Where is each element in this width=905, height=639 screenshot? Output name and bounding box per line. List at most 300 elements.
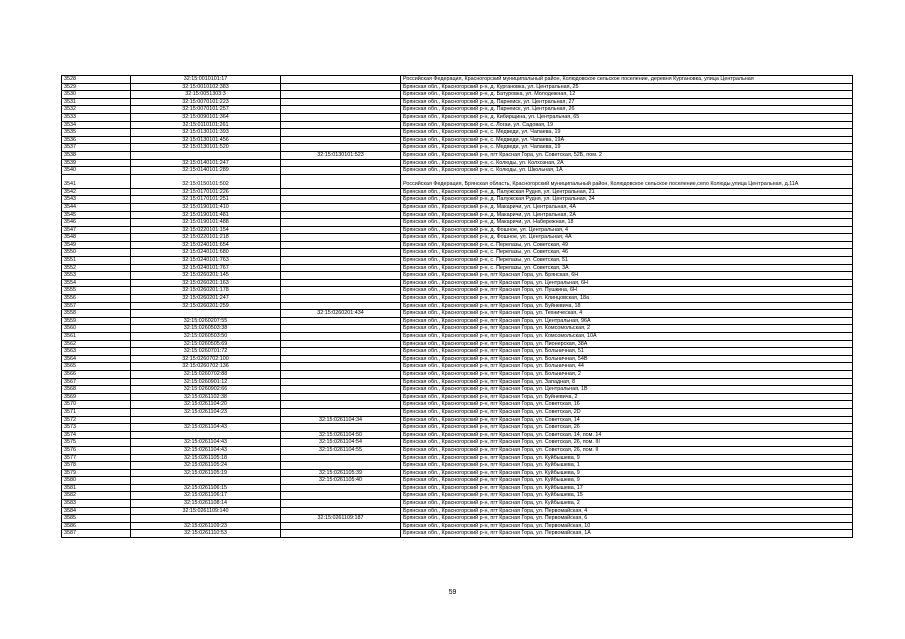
building-cadastral-number-cell xyxy=(281,91,401,99)
building-cadastral-number-cell xyxy=(281,492,401,500)
address-cell: Брянская обл., Красногорский р-н, пгт Красная Гора, ул. Пушкина, 6Н xyxy=(401,287,853,295)
row-number-cell: 3532 xyxy=(62,106,131,114)
building-cadastral-number-cell xyxy=(281,203,401,211)
row-number-cell: 3585 xyxy=(62,515,131,523)
address-cell: Брянская обл., Красногорский р-н, пгт Красная Гора, ул. Первомайская, 1А xyxy=(401,530,853,538)
address-cell: Брянская обл., Красногорский р-н, пгт Красная Гора, ул. Первомайская, 6 xyxy=(401,515,853,523)
table-row xyxy=(62,408,853,416)
land-cadastral-number-cell: 32:15:0260901:12 xyxy=(131,378,281,386)
table-row xyxy=(62,295,853,303)
address-cell: Брянская обл., Красногорский р-н, с. Перелазы, ул. Советская, 49 xyxy=(401,241,853,249)
address-cell: Брянская обл., Красногорский р-н, пгт Красная Гора, ул. Больничная, 51 xyxy=(401,348,853,356)
address-cell: Брянская обл., Красногорский р-н, д. Фошное, ул. Центральная, 4А xyxy=(401,234,853,242)
address-cell: Брянская обл., Красногорский р-н, пгт Красная Гора, ул. Первомайская, 4 xyxy=(401,507,853,515)
building-cadastral-number-cell: 32:15:0261105:40 xyxy=(281,477,401,485)
table-row xyxy=(62,144,853,152)
building-cadastral-number-cell xyxy=(281,424,401,432)
table-row xyxy=(62,401,853,409)
address-cell: Брянская обл., Красногорский р-н, пгт Красная Гора, ул. Комсомольская, 10А xyxy=(401,333,853,341)
row-number-cell: 3563 xyxy=(62,348,131,356)
address-cell: Брянская обл., Красногорский р-н, пгт Красная Гора, ул. Буйневича, 18 xyxy=(401,302,853,310)
row-number-cell: 3534 xyxy=(62,121,131,129)
land-cadastral-number-cell: 32:15:0240101:763 xyxy=(131,257,281,265)
table-row xyxy=(62,340,853,348)
land-cadastral-number-cell: 32:15:0190101:481 xyxy=(131,211,281,219)
row-number-cell: 3555 xyxy=(62,287,131,295)
land-cadastral-number-cell: 32:15:0260201:247 xyxy=(131,295,281,303)
table-row xyxy=(62,310,853,318)
building-cadastral-number-cell xyxy=(281,287,401,295)
table-row xyxy=(62,325,853,333)
address-cell: Брянская обл., Красногорский р-н, пгт Красная Гора, ул. Куйбышева, 9 xyxy=(401,454,853,462)
address-cell: Брянская обл., Красногорский р-н, с. Медведи, ул. Чапаева, 19 xyxy=(401,144,853,152)
table-row xyxy=(62,136,853,144)
address-cell: Брянская обл., Красногорский р-н, пгт Красная Гора, ул. Центральная, 1В xyxy=(401,386,853,394)
building-cadastral-number-cell xyxy=(281,302,401,310)
land-cadastral-number-cell: 32:15:0240101:767 xyxy=(131,264,281,272)
table-row xyxy=(62,151,853,159)
land-cadastral-number-cell: 32:15:0261109:23 xyxy=(131,522,281,530)
land-cadastral-number-cell xyxy=(131,515,281,523)
land-cadastral-number-cell: 32:15:0010101:17 xyxy=(131,76,281,84)
row-number-cell: 3536 xyxy=(62,136,131,144)
table-row xyxy=(62,393,853,401)
row-number-cell: 3535 xyxy=(62,129,131,137)
building-cadastral-number-cell xyxy=(281,174,401,188)
address-cell: Брянская обл., Красногорский р-н, пгт Красная Гора, ул. Советская, 14, пом. 14 xyxy=(401,431,853,439)
land-cadastral-number-cell: 32:15:0051303:3 xyxy=(131,91,281,99)
building-cadastral-number-cell xyxy=(281,144,401,152)
land-cadastral-number-cell: 32:15:0240101:654 xyxy=(131,241,281,249)
address-cell: Брянская обл., Красногорский р-н, пгт Красная Гора, ул. Первомайская, 10 xyxy=(401,522,853,530)
table-row xyxy=(62,439,853,447)
address-cell: Брянская обл., Красногорский р-н, пгт Красная Гора, ул. Советская, 26, пом. II xyxy=(401,446,853,454)
table-row xyxy=(62,234,853,242)
land-cadastral-number-cell: 32:15:0260702:100 xyxy=(131,355,281,363)
address-cell: Брянская обл., Красногорский р-н, пгт Красная Гора, ул. Советская, 14 xyxy=(401,416,853,424)
address-cell: Брянская обл., Красногорский р-н, с. Перелазы, ул. Советская, 3А xyxy=(401,264,853,272)
building-cadastral-number-cell xyxy=(281,196,401,204)
table-row xyxy=(62,492,853,500)
address-cell: Брянская обл., Красногорский р-н, пгт Красная Гора, ул. Больничная, 2 xyxy=(401,370,853,378)
row-number-cell: 3559 xyxy=(62,317,131,325)
row-number-cell: 3537 xyxy=(62,144,131,152)
address-cell: Брянская обл., Красногорский р-н, д. Батуровка, ул. Молодежная, 12 xyxy=(401,91,853,99)
building-cadastral-number-cell: 32:15:0130101:523 xyxy=(281,151,401,159)
address-cell: Брянская обл., Красногорский р-н, пгт Красная Гора, ул. Куйбышева, 1 xyxy=(401,462,853,470)
row-number-cell: 3545 xyxy=(62,211,131,219)
row-number-cell: 3576 xyxy=(62,446,131,454)
building-cadastral-number-cell xyxy=(281,83,401,91)
table-row xyxy=(62,167,853,175)
address-cell: Брянская обл., Красногорский р-н, с. Перелазы, ул. Советская, 51 xyxy=(401,257,853,265)
row-number-cell: 3538 xyxy=(62,151,131,159)
building-cadastral-number-cell xyxy=(281,348,401,356)
building-cadastral-number-cell xyxy=(281,113,401,121)
land-cadastral-number-cell: 32:15:0261108:14 xyxy=(131,500,281,508)
building-cadastral-number-cell xyxy=(281,355,401,363)
land-cadastral-number-cell: 32:15:0070101:257 xyxy=(131,106,281,114)
row-number-cell: 3577 xyxy=(62,454,131,462)
building-cadastral-number-cell xyxy=(281,317,401,325)
row-number-cell: 3529 xyxy=(62,83,131,91)
building-cadastral-number-cell xyxy=(281,272,401,280)
address-cell: Брянская обл., Красногорский р-н, пгт Красная Гора, ул. Советская, 16 xyxy=(401,401,853,409)
table-row xyxy=(62,416,853,424)
address-cell: Брянская обл., Красногорский р-н, пгт Красная Гора, ул. Центральная, 96А xyxy=(401,317,853,325)
land-cadastral-number-cell: 32:15:0261105:18 xyxy=(131,454,281,462)
table-row xyxy=(62,469,853,477)
building-cadastral-number-cell: 32:15:0261104:34 xyxy=(281,416,401,424)
land-cadastral-number-cell: 32:15:0261106:17 xyxy=(131,492,281,500)
table-row xyxy=(62,196,853,204)
address-cell: Брянская обл., Красногорский р-н, пгт Красная Гора, ул. Куйбышева, 2 xyxy=(401,500,853,508)
land-cadastral-number-cell: 32:15:0130101:520 xyxy=(131,144,281,152)
row-number-cell: 3564 xyxy=(62,355,131,363)
land-cadastral-number-cell: 32:15:0260702:136 xyxy=(131,363,281,371)
row-number-cell: 3580 xyxy=(62,477,131,485)
row-number-cell: 3568 xyxy=(62,386,131,394)
table-row xyxy=(62,203,853,211)
row-number-cell: 3548 xyxy=(62,234,131,242)
building-cadastral-number-cell xyxy=(281,279,401,287)
building-cadastral-number-cell xyxy=(281,484,401,492)
row-number-cell: 3547 xyxy=(62,226,131,234)
row-number-cell: 3583 xyxy=(62,500,131,508)
table-row xyxy=(62,188,853,196)
table-row xyxy=(62,454,853,462)
row-number-cell: 3540 xyxy=(62,167,131,175)
address-cell: Брянская обл., Красногорский р-н, с. Колюды, ул. Колхозная, 2А xyxy=(401,159,853,167)
table-row xyxy=(62,484,853,492)
address-cell: Брянская обл., Красногорский р-н, пгт Красная Гора, ул. Куйбышева, 9 xyxy=(401,477,853,485)
row-number-cell: 3572 xyxy=(62,416,131,424)
land-cadastral-number-cell: 32:15:0260201:163 xyxy=(131,279,281,287)
building-cadastral-number-cell xyxy=(281,370,401,378)
address-cell: Брянская обл., Красногорский р-н, пгт Красная Гора, ул. Советская, 52Б, пом. 2 xyxy=(401,151,853,159)
table-row xyxy=(62,219,853,227)
land-cadastral-number-cell: 32:15:0260207:55 xyxy=(131,317,281,325)
table-row xyxy=(62,257,853,265)
land-cadastral-number-cell: 32:15:0170101:251 xyxy=(131,196,281,204)
table-row xyxy=(62,317,853,325)
building-cadastral-number-cell xyxy=(281,76,401,84)
building-cadastral-number-cell xyxy=(281,386,401,394)
table-row xyxy=(62,174,853,188)
table-body xyxy=(62,76,853,538)
building-cadastral-number-cell xyxy=(281,500,401,508)
building-cadastral-number-cell xyxy=(281,257,401,265)
land-cadastral-number-cell: 32:15:0261110:53 xyxy=(131,530,281,538)
land-cadastral-number-cell: 32:15:0261105:24 xyxy=(131,462,281,470)
table-row xyxy=(62,363,853,371)
land-cadastral-number-cell xyxy=(131,151,281,159)
land-cadastral-number-cell: 32:15:0260201:178 xyxy=(131,287,281,295)
row-number-cell: 3546 xyxy=(62,219,131,227)
land-cadastral-number-cell: 32:15:0130101:456 xyxy=(131,136,281,144)
land-cadastral-number-cell: 32:15:0260902:66 xyxy=(131,386,281,394)
land-cadastral-number-cell: 32:15:0010102:383 xyxy=(131,83,281,91)
table-row xyxy=(62,159,853,167)
row-number-cell: 3542 xyxy=(62,188,131,196)
row-number-cell: 3571 xyxy=(62,408,131,416)
table-row xyxy=(62,249,853,257)
row-number-cell: 3531 xyxy=(62,98,131,106)
property-register-table xyxy=(61,75,853,538)
table-row xyxy=(62,211,853,219)
table-row xyxy=(62,264,853,272)
table-row xyxy=(62,530,853,538)
building-cadastral-number-cell: 32:15:0261104:50 xyxy=(281,431,401,439)
land-cadastral-number-cell: 32:15:0090101:364 xyxy=(131,113,281,121)
table-row xyxy=(62,272,853,280)
row-number-cell: 3562 xyxy=(62,340,131,348)
table-row xyxy=(62,386,853,394)
address-cell: Брянская обл., Красногорский р-н, с. Перелазы, ул. Советская, 46 xyxy=(401,249,853,257)
table-row xyxy=(62,500,853,508)
land-cadastral-number-cell: 32:15:0170101:226 xyxy=(131,188,281,196)
address-cell: Брянская обл., Красногорский р-н, пгт Красная Гора, ул. Советская, 2D xyxy=(401,408,853,416)
table-row xyxy=(62,333,853,341)
land-cadastral-number-cell xyxy=(131,416,281,424)
land-cadastral-number-cell: 32:15:0260503:38 xyxy=(131,325,281,333)
land-cadastral-number-cell xyxy=(131,477,281,485)
land-cadastral-number-cell: 32:15:0260201:259 xyxy=(131,302,281,310)
building-cadastral-number-cell xyxy=(281,507,401,515)
land-cadastral-number-cell: 32:15:0260503:50 xyxy=(131,333,281,341)
address-cell: Брянская обл., Красногорский р-н, с. Медведи, ул. Чапаева, 19А xyxy=(401,136,853,144)
table-row xyxy=(62,91,853,99)
building-cadastral-number-cell xyxy=(281,401,401,409)
table-row xyxy=(62,515,853,523)
building-cadastral-number-cell xyxy=(281,211,401,219)
table-row xyxy=(62,129,853,137)
table-row xyxy=(62,462,853,470)
row-number-cell: 3558 xyxy=(62,310,131,318)
table-row xyxy=(62,522,853,530)
address-cell: Брянская обл., Красногорский р-н, с. Медведи, ул. Чапаева, 19 xyxy=(401,129,853,137)
row-number-cell: 3544 xyxy=(62,203,131,211)
building-cadastral-number-cell xyxy=(281,129,401,137)
row-number-cell: 3587 xyxy=(62,530,131,538)
table-row xyxy=(62,348,853,356)
address-cell: Брянская обл., Красногорский р-н, д. Макаричи, ул. Центральная, 2А xyxy=(401,211,853,219)
land-cadastral-number-cell: 32:15:0190101:488 xyxy=(131,219,281,227)
building-cadastral-number-cell xyxy=(281,219,401,227)
table-row xyxy=(62,424,853,432)
building-cadastral-number-cell: 32:15:0260201:434 xyxy=(281,310,401,318)
building-cadastral-number-cell xyxy=(281,462,401,470)
table-row xyxy=(62,106,853,114)
building-cadastral-number-cell xyxy=(281,106,401,114)
page-number: 59 xyxy=(448,589,457,596)
table-row xyxy=(62,76,853,84)
land-cadastral-number-cell xyxy=(131,310,281,318)
table-row xyxy=(62,355,853,363)
land-cadastral-number-cell: 32:15:0130101:393 xyxy=(131,129,281,137)
address-cell: Брянская обл., Красногорский р-н, пгт Красная Гора, ул. Советская, 26 xyxy=(401,424,853,432)
land-cadastral-number-cell: 32:15:0261106:15 xyxy=(131,484,281,492)
building-cadastral-number-cell xyxy=(281,159,401,167)
building-cadastral-number-cell xyxy=(281,340,401,348)
land-cadastral-number-cell: 32:15:0150101:502 xyxy=(131,174,281,188)
address-cell: Брянская обл., Красногорский р-н, д. Макаричи, ул. Центральная, 4А xyxy=(401,203,853,211)
address-cell: Брянская обл., Красногорский р-н, пгт Красная Гора, ул. Буйневича, 2 xyxy=(401,393,853,401)
land-cadastral-number-cell: 32:15:0261104:43 xyxy=(131,439,281,447)
building-cadastral-number-cell xyxy=(281,393,401,401)
table-row xyxy=(62,370,853,378)
building-cadastral-number-cell xyxy=(281,264,401,272)
row-number-cell: 3569 xyxy=(62,393,131,401)
table-row xyxy=(62,507,853,515)
address-cell: Брянская обл., Красногорский р-н, пгт Красная Гора, ул. Техническая, 4 xyxy=(401,310,853,318)
building-cadastral-number-cell: 32:15:0261104:55 xyxy=(281,446,401,454)
address-cell: Брянская обл., Красногорский р-н, пгт Красная Гора, ул. Куйбышева, 9 xyxy=(401,469,853,477)
land-cadastral-number-cell: 32:15:0261104:43 xyxy=(131,424,281,432)
address-cell: Брянская обл., Красногорский р-н, пгт Красная Гора, ул. Комсомольская, 2 xyxy=(401,325,853,333)
land-cadastral-number-cell: 32:15:0220101:154 xyxy=(131,226,281,234)
table-row xyxy=(62,113,853,121)
row-number-cell: 3556 xyxy=(62,295,131,303)
address-cell: Брянская обл., Красногорский р-н, д. Парнеиск, ул. Центральная, 27 xyxy=(401,98,853,106)
address-cell: Брянская обл., Красногорский р-н, пгт Красная Гора, ул. Западная, 8 xyxy=(401,378,853,386)
table-row xyxy=(62,241,853,249)
land-cadastral-number-cell xyxy=(131,431,281,439)
row-number-cell: 3551 xyxy=(62,257,131,265)
row-number-cell: 3533 xyxy=(62,113,131,121)
address-cell: Брянская обл., Красногорский р-н, д. Фошное, ул. Центральная, 4 xyxy=(401,226,853,234)
row-number-cell: 3565 xyxy=(62,363,131,371)
table-row xyxy=(62,302,853,310)
row-number-cell: 3573 xyxy=(62,424,131,432)
building-cadastral-number-cell xyxy=(281,234,401,242)
land-cadastral-number-cell: 32:15:0261109:140 xyxy=(131,507,281,515)
land-cadastral-number-cell: 32:15:0070101:223 xyxy=(131,98,281,106)
address-cell: Брянская обл., Красногорский р-н, с. Логаи, ул. Садовая, 19 xyxy=(401,121,853,129)
row-number-cell: 3561 xyxy=(62,333,131,341)
row-number-cell: 3552 xyxy=(62,264,131,272)
table-row xyxy=(62,121,853,129)
building-cadastral-number-cell xyxy=(281,241,401,249)
row-number-cell: 3549 xyxy=(62,241,131,249)
address-cell: Брянская обл., Красногорский р-н, пгт Красная Гора, ул. Куйбышева, 17 xyxy=(401,484,853,492)
row-number-cell: 3586 xyxy=(62,522,131,530)
building-cadastral-number-cell: 32:15:0261104:54 xyxy=(281,439,401,447)
row-number-cell: 3528 xyxy=(62,76,131,84)
land-cadastral-number-cell: 32:15:0261104:23 xyxy=(131,408,281,416)
building-cadastral-number-cell xyxy=(281,188,401,196)
land-cadastral-number-cell: 32:15:0140101:289 xyxy=(131,167,281,175)
land-cadastral-number-cell: 32:15:0140101:247 xyxy=(131,159,281,167)
land-cadastral-number-cell: 32:15:0260201:145 xyxy=(131,272,281,280)
building-cadastral-number-cell xyxy=(281,136,401,144)
building-cadastral-number-cell xyxy=(281,378,401,386)
address-cell: Брянская обл., Красногорский р-н, пгт Красная Гора, ул. Больничная, 54В xyxy=(401,355,853,363)
table-row xyxy=(62,431,853,439)
building-cadastral-number-cell xyxy=(281,333,401,341)
building-cadastral-number-cell xyxy=(281,408,401,416)
land-cadastral-number-cell: 32:15:0110101:261 xyxy=(131,121,281,129)
land-cadastral-number-cell: 32:15:0220101:218 xyxy=(131,234,281,242)
row-number-cell: 3567 xyxy=(62,378,131,386)
address-cell: Брянская обл., Красногорский р-н, д. Кибирщина, ул. Центральная, 65 xyxy=(401,113,853,121)
row-number-cell: 3575 xyxy=(62,439,131,447)
table-row xyxy=(62,226,853,234)
row-number-cell: 3550 xyxy=(62,249,131,257)
row-number-cell: 3553 xyxy=(62,272,131,280)
row-number-cell: 3574 xyxy=(62,431,131,439)
building-cadastral-number-cell xyxy=(281,363,401,371)
row-number-cell: 3560 xyxy=(62,325,131,333)
address-cell: Брянская обл., Красногорский р-н, д. Кургановка, ул. Центральная, 25 xyxy=(401,83,853,91)
address-cell: Брянская обл., Красногорский р-н, д. Макаричи, ул. Набережная, 18 xyxy=(401,219,853,227)
building-cadastral-number-cell xyxy=(281,454,401,462)
land-cadastral-number-cell: 32:15:0260505:69 xyxy=(131,340,281,348)
building-cadastral-number-cell xyxy=(281,226,401,234)
row-number-cell: 3582 xyxy=(62,492,131,500)
land-cadastral-number-cell: 32:15:0240101:680 xyxy=(131,249,281,257)
address-cell: Брянская обл., Красногорский р-н, пгт Красная Гора, ул. Брянская, 6Н xyxy=(401,272,853,280)
land-cadastral-number-cell: 32:15:0261102:38 xyxy=(131,393,281,401)
land-cadastral-number-cell: 32:15:0261105:19 xyxy=(131,469,281,477)
row-number-cell: 3570 xyxy=(62,401,131,409)
building-cadastral-number-cell xyxy=(281,98,401,106)
table-row xyxy=(62,477,853,485)
row-number-cell: 3578 xyxy=(62,462,131,470)
table-row xyxy=(62,279,853,287)
row-number-cell: 3541 xyxy=(62,174,131,188)
row-number-cell: 3543 xyxy=(62,196,131,204)
land-cadastral-number-cell: 32:15:0190101:410 xyxy=(131,203,281,211)
building-cadastral-number-cell xyxy=(281,295,401,303)
land-cadastral-number-cell: 32:15:0260702:88 xyxy=(131,370,281,378)
table-row xyxy=(62,446,853,454)
address-cell: Брянская обл., Красногорский р-н, пгт Красная Гора, ул. Центральная, 6Н xyxy=(401,279,853,287)
row-number-cell: 3581 xyxy=(62,484,131,492)
address-cell: Российская Федерация, Красногорский муниципальный район, Колюдовское сельское поселение, деревня Кургановка, улица Центральная xyxy=(401,76,853,84)
address-cell: Брянская обл., Красногорский р-н, д. Палужская Рудня, ул. Центральная, 34 xyxy=(401,196,853,204)
address-cell: Брянская обл., Красногорский р-н, пгт Красная Гора, ул. Больничная, 44 xyxy=(401,363,853,371)
land-cadastral-number-cell: 32:15:0261104:20 xyxy=(131,401,281,409)
building-cadastral-number-cell: 32:15:0261105:39 xyxy=(281,469,401,477)
row-number-cell: 3557 xyxy=(62,302,131,310)
address-cell: Российская Федерация, Брянская область, Красногорский муниципальный район, Колюдовское сельское поселение,село Колюды,улица Центральная, д.11А xyxy=(401,174,853,188)
table-row xyxy=(62,378,853,386)
building-cadastral-number-cell xyxy=(281,249,401,257)
table-row xyxy=(62,287,853,295)
row-number-cell: 3539 xyxy=(62,159,131,167)
address-cell: Брянская обл., Красногорский р-н, с. Колюды, ул. Школьная, 1А xyxy=(401,167,853,175)
address-cell: Брянская обл., Красногорский р-н, пгт Красная Гора, ул. Советская, 26, пом. III xyxy=(401,439,853,447)
building-cadastral-number-cell xyxy=(281,121,401,129)
building-cadastral-number-cell xyxy=(281,325,401,333)
building-cadastral-number-cell: 32:15:0261109:187 xyxy=(281,515,401,523)
table-row xyxy=(62,98,853,106)
building-cadastral-number-cell xyxy=(281,530,401,538)
building-cadastral-number-cell xyxy=(281,167,401,175)
table-row xyxy=(62,83,853,91)
address-cell: Брянская обл., Красногорский р-н, пгт Красная Гора, ул. Клинцовская, 18а xyxy=(401,295,853,303)
address-cell: Брянская обл., Красногорский р-н, пгт Красная Гора, ул. Пионерская, 38А xyxy=(401,340,853,348)
land-cadastral-number-cell: 32:15:0261104:43 xyxy=(131,446,281,454)
land-cadastral-number-cell: 32:15:0260701:72 xyxy=(131,348,281,356)
building-cadastral-number-cell xyxy=(281,522,401,530)
row-number-cell: 3584 xyxy=(62,507,131,515)
address-cell: Брянская обл., Красногорский р-н, пгт Красная Гора, ул. Куйбышева, 15 xyxy=(401,492,853,500)
row-number-cell: 3554 xyxy=(62,279,131,287)
row-number-cell: 3566 xyxy=(62,370,131,378)
row-number-cell: 3579 xyxy=(62,469,131,477)
